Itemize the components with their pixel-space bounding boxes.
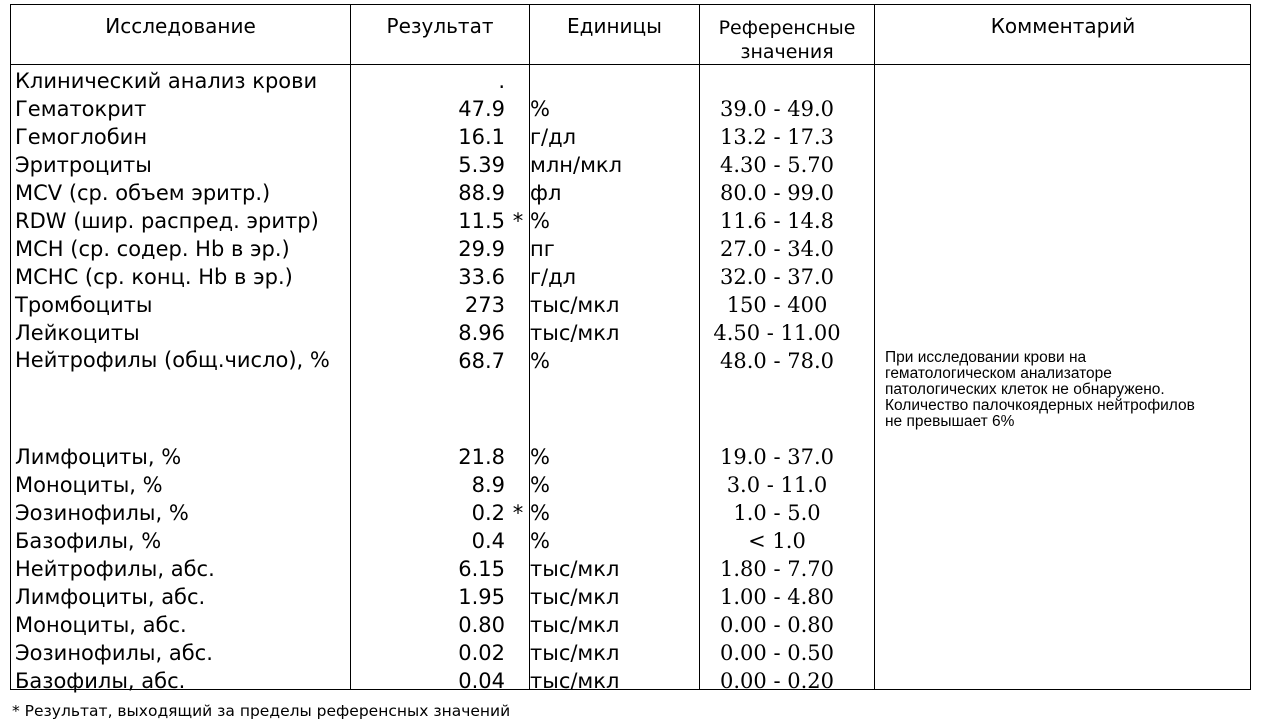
comment-line: Количество палочкоядерных нейтрофилов: [885, 397, 1195, 414]
test-name: MCV (ср. объем эритр.): [15, 181, 271, 205]
table-row: [11, 639, 1250, 667]
test-name: Тромбоциты: [15, 293, 153, 317]
test-name: Базофилы, %: [15, 529, 162, 553]
header-units: Единицы: [567, 14, 662, 38]
table-row: [11, 123, 1250, 151]
table-row: [11, 443, 1250, 471]
table-row: [11, 319, 1250, 347]
comment-text: [885, 350, 1247, 430]
results-table: [10, 4, 1251, 693]
reference-range: 27.0 - 34.0: [720, 237, 834, 261]
test-name: Эритроциты: [15, 153, 152, 177]
out-of-range-flag: *: [512, 209, 524, 233]
table-row: [11, 555, 1250, 583]
unit: %: [530, 97, 550, 121]
footnote: * Результат, выходящий за пределы референсных значений: [12, 702, 511, 720]
out-of-range-flag: *: [512, 501, 524, 525]
result-value: 0.80: [458, 613, 505, 637]
test-name: RDW (шир. распред. эритр): [15, 209, 319, 233]
reference-range: 4.50 - 11.00: [713, 321, 841, 345]
result-value: 88.9: [458, 181, 505, 205]
reference-range: 11.6 - 14.8: [720, 209, 834, 233]
header-divider: [11, 64, 1250, 65]
reference-range: 39.0 - 49.0: [720, 97, 834, 121]
result-value: 29.9: [458, 237, 505, 261]
result-value: 47.9: [458, 97, 505, 121]
result-value: 0.2: [471, 501, 505, 525]
test-name: Лимфоциты, %: [15, 445, 182, 469]
result-value: 21.8: [458, 445, 505, 469]
result-value: 11.5: [458, 209, 505, 233]
reference-range: 13.2 - 17.3: [720, 125, 834, 149]
table-row: [11, 291, 1250, 319]
unit: г/дл: [530, 265, 577, 289]
unit: тыс/мкл: [530, 293, 620, 317]
result-value: 16.1: [458, 125, 505, 149]
table-row: [11, 67, 1250, 95]
reference-range: 0.00 - 0.80: [720, 613, 834, 637]
comment-line: гематологическом анализаторе: [885, 365, 1112, 382]
test-name: MCHC (ср. конц. Hb в эр.): [15, 265, 293, 289]
unit: %: [530, 349, 550, 373]
unit: тыс/мкл: [530, 613, 620, 637]
table-row: [11, 151, 1250, 179]
result-value: 0.04: [458, 669, 505, 693]
reference-range: 19.0 - 37.0: [720, 445, 834, 469]
result-value: 6.15: [458, 557, 505, 581]
unit: тыс/мкл: [530, 641, 620, 665]
reference-range: 0.00 - 0.50: [720, 641, 834, 665]
table-row: [11, 499, 1250, 527]
table-row: [11, 583, 1250, 611]
header-comment: Комментарий: [990, 14, 1136, 38]
result-value: 1.95: [458, 585, 505, 609]
reference-range: 80.0 - 99.0: [720, 181, 834, 205]
reference-range: 0.00 - 0.20: [720, 669, 834, 693]
result-value: 33.6: [458, 265, 505, 289]
table-row: [11, 611, 1250, 639]
test-name: Нейтрофилы (общ.число), %: [15, 348, 330, 372]
table-row: [11, 207, 1250, 235]
result-value: 8.9: [471, 473, 505, 497]
unit: %: [530, 445, 550, 469]
reference-range: 1.80 - 7.70: [720, 557, 834, 581]
header-test: Исследование: [105, 14, 256, 38]
table-row: [11, 179, 1250, 207]
reference-range: 4.30 - 5.70: [720, 153, 834, 177]
comment-line: патологических клеток не обнаружено.: [885, 381, 1165, 398]
test-name: Моноциты, %: [15, 473, 163, 497]
table-row: [11, 527, 1250, 555]
test-name: Моноциты, абс.: [15, 613, 187, 637]
table-row: [11, 471, 1250, 499]
result-value: 68.7: [458, 349, 505, 373]
test-name: Эозинофилы, %: [15, 501, 189, 525]
test-name: Базофилы, абс.: [15, 669, 186, 693]
result-value: 0.02: [458, 641, 505, 665]
comment-line: не превышает 6%: [885, 413, 1015, 430]
header-result: Результат: [386, 14, 494, 38]
unit: %: [530, 209, 550, 233]
unit: млн/мкл: [530, 153, 623, 177]
result-value: 0.4: [471, 529, 505, 553]
header-reference-line2: значения: [740, 41, 834, 63]
test-name: Эозинофилы, абс.: [15, 641, 213, 665]
test-name: Клинический анализ крови: [15, 69, 318, 93]
table-row: [11, 263, 1250, 291]
table-row: [11, 235, 1250, 263]
table-row: [11, 95, 1250, 123]
reference-range: 1.0 - 5.0: [733, 501, 821, 525]
test-name: MCH (ср. содер. Hb в эр.): [15, 237, 290, 261]
unit: г/дл: [530, 125, 577, 149]
header-reference-line1: Референсные: [718, 17, 856, 39]
unit: %: [530, 501, 550, 525]
result-value: 5.39: [458, 153, 505, 177]
result-value: 8.96: [458, 321, 505, 345]
reference-range: 150 - 400: [726, 293, 828, 317]
test-name: Лимфоциты, абс.: [15, 585, 206, 609]
unit: тыс/мкл: [530, 669, 620, 693]
reference-range: < 1.0: [748, 529, 806, 553]
unit: %: [530, 529, 550, 553]
test-name: Гемоглобин: [15, 125, 148, 149]
reference-range: 1.00 - 4.80: [720, 585, 834, 609]
reference-range: 32.0 - 37.0: [720, 265, 834, 289]
comment-line: При исследовании крови на: [885, 349, 1087, 366]
reference-range: 48.0 - 78.0: [720, 349, 834, 373]
table-row: [11, 667, 1250, 695]
unit: %: [530, 473, 550, 497]
unit: фл: [530, 181, 562, 205]
test-name: Нейтрофилы, абс.: [15, 557, 215, 581]
reference-range: 3.0 - 11.0: [726, 473, 828, 497]
test-name: Гематокрит: [15, 97, 147, 121]
header-reference: [700, 16, 874, 64]
test-name: Лейкоциты: [15, 321, 140, 345]
result-value: 273: [464, 293, 505, 317]
unit: тыс/мкл: [530, 321, 620, 345]
result-value: .: [498, 69, 505, 93]
unit: пг: [530, 237, 555, 261]
unit: тыс/мкл: [530, 557, 620, 581]
unit: тыс/мкл: [530, 585, 620, 609]
